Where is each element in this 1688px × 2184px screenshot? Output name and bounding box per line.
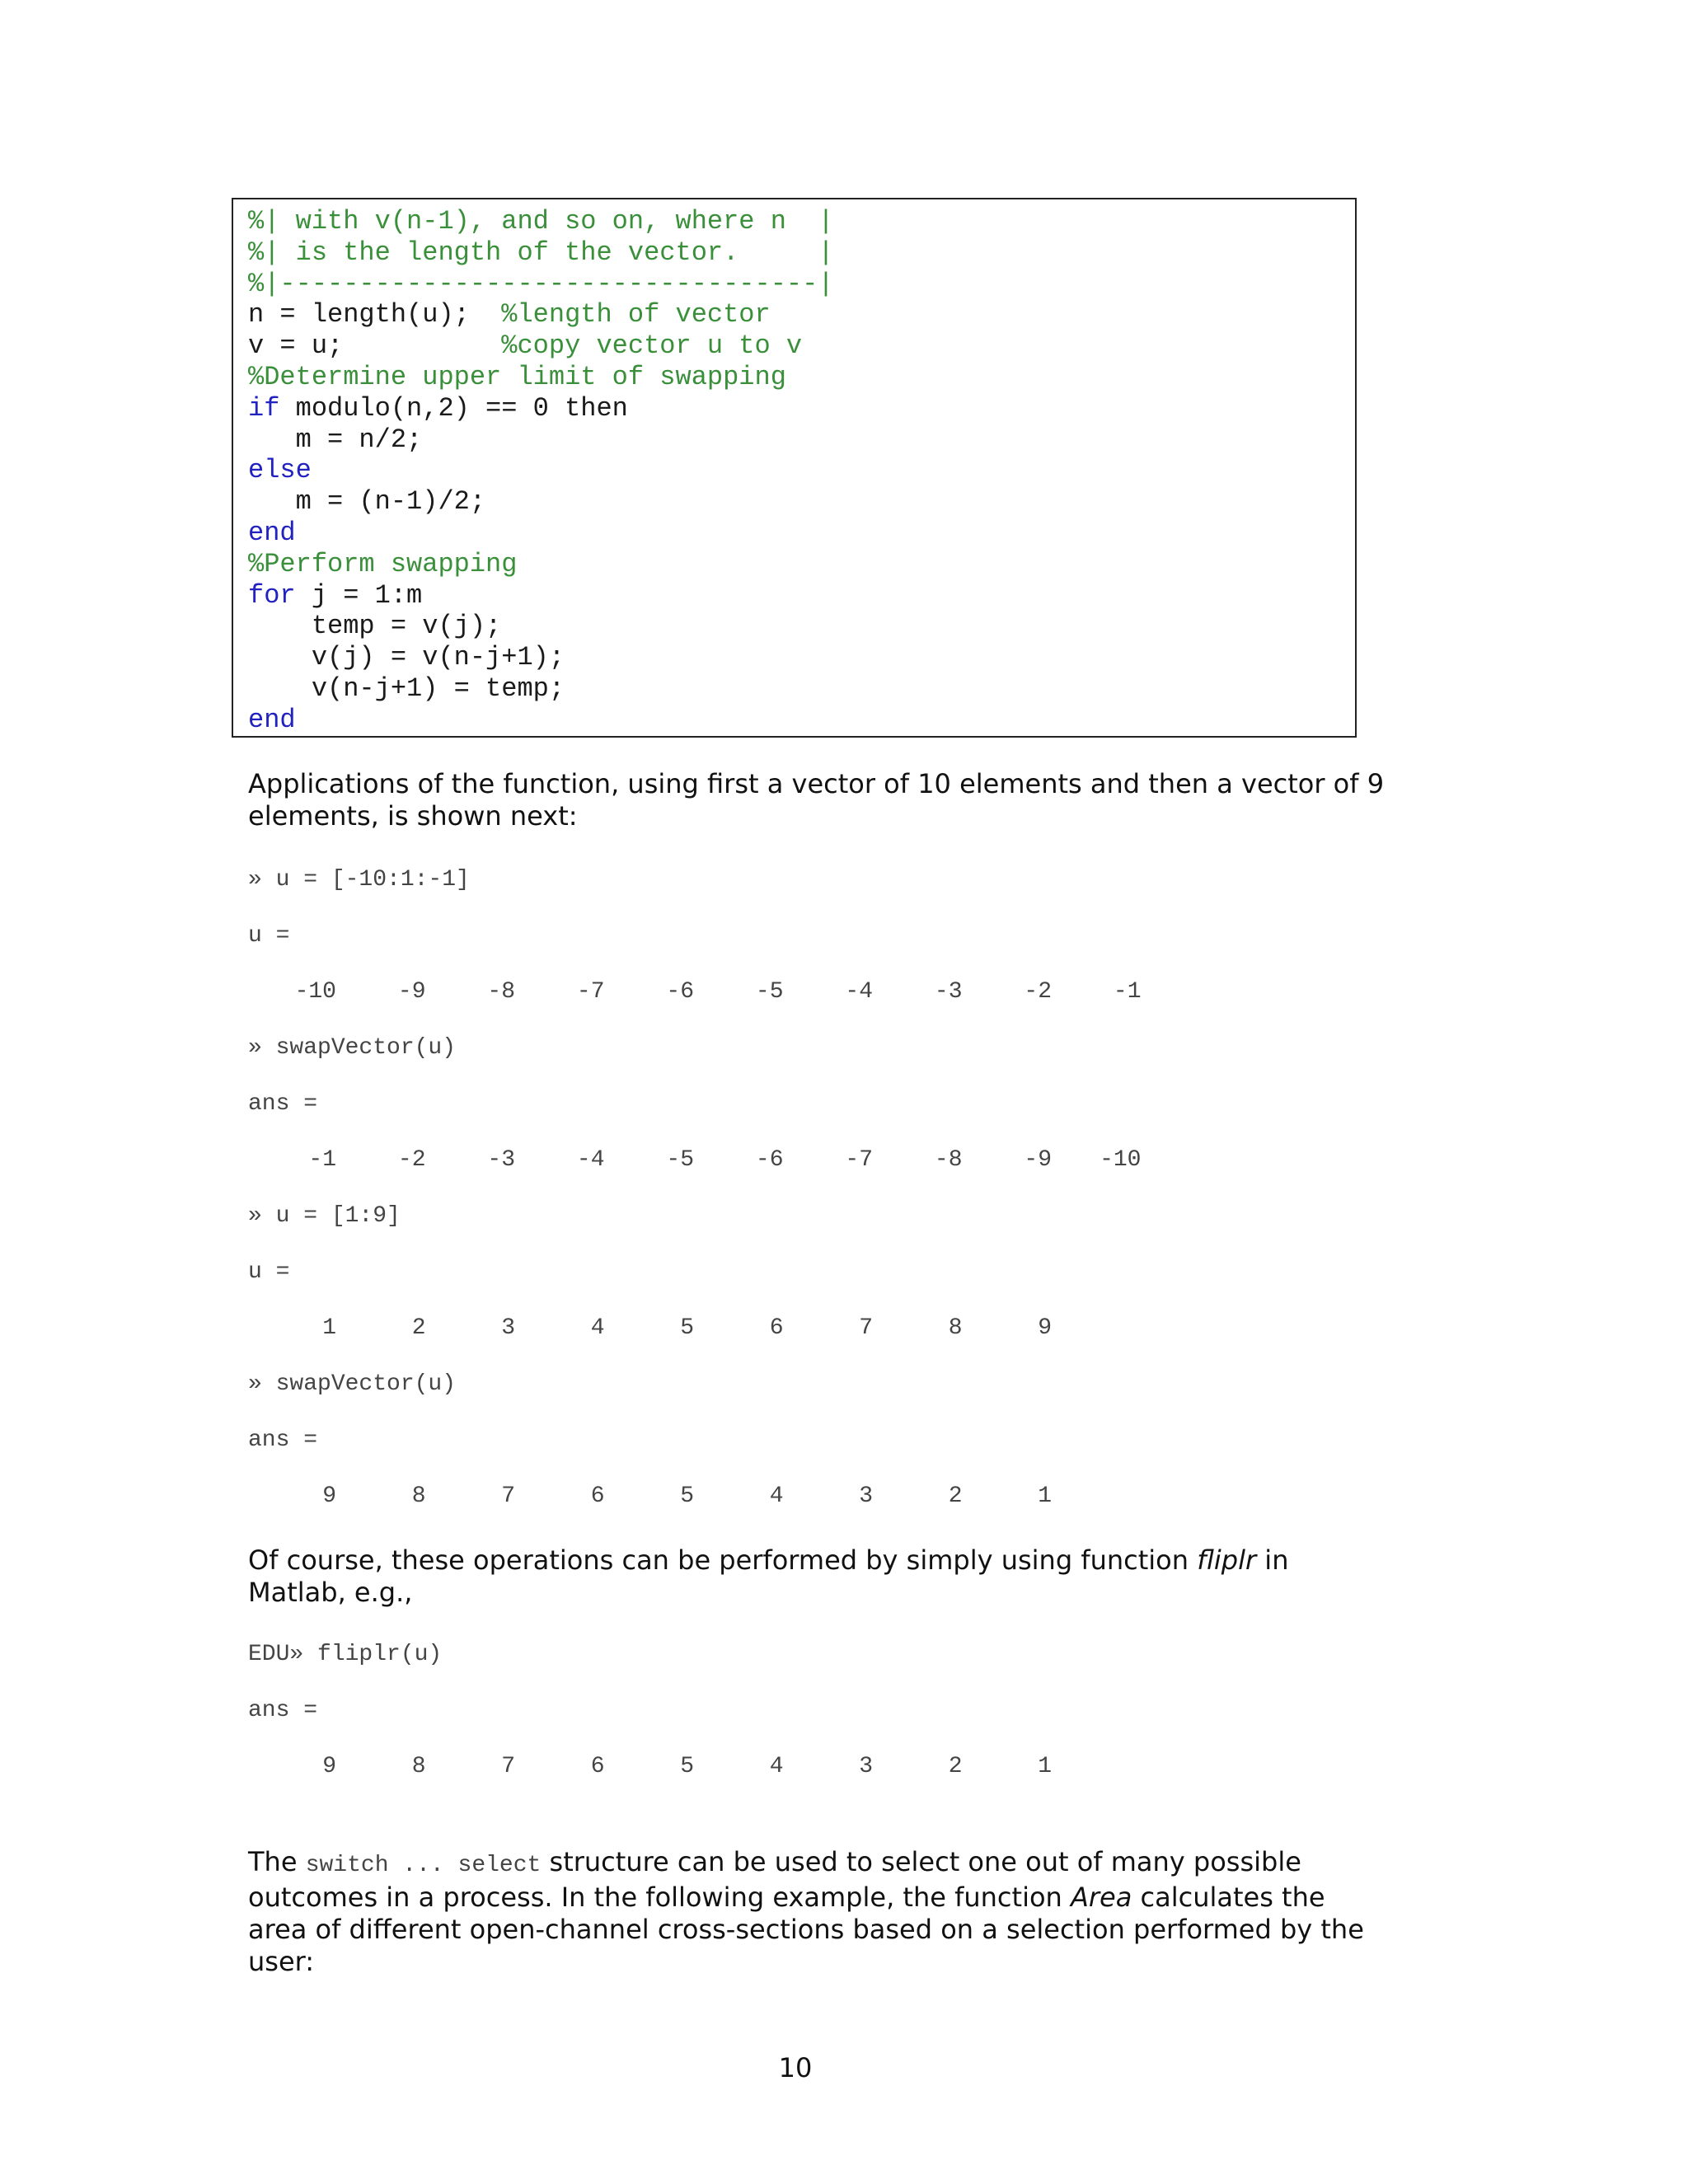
- code-keyword: end: [248, 517, 296, 548]
- vector-element: -6: [666, 979, 694, 1005]
- paragraph-applications: Applications of the function, using first a vector of 10 elements and then a vector of 9 elements, is shown next:: [248, 768, 1385, 832]
- code-comment: %|----------------------------------|: [248, 268, 834, 299]
- code-comment: %Determine upper limit of swapping: [248, 361, 786, 392]
- text: The: [248, 1846, 306, 1877]
- code-comment: %Perform swapping: [248, 548, 518, 579]
- code-line: [248, 486, 1355, 518]
- output-label: ans =: [248, 1091, 318, 1117]
- vector-element: 3: [501, 1315, 515, 1341]
- code-text: modulo(n,2) == 0 then: [279, 392, 628, 424]
- code-line: [248, 362, 1355, 393]
- code-comment: %copy vector u to v: [501, 330, 803, 362]
- vector-element: -10: [1100, 1147, 1142, 1173]
- code-line: [248, 299, 1355, 330]
- vector-element: 4: [590, 1315, 605, 1341]
- code-text: m = (n-1)/2;: [248, 486, 486, 518]
- code-line: [248, 237, 1355, 269]
- vector-element: -4: [845, 979, 873, 1005]
- vector-element: 7: [501, 1483, 515, 1509]
- output-label: u =: [248, 1259, 290, 1285]
- code-text: j = 1:m: [295, 579, 423, 611]
- code-line: [248, 611, 1355, 642]
- vector-element: 6: [590, 1754, 605, 1779]
- code-line: [248, 393, 1355, 424]
- output-label: u =: [248, 923, 290, 949]
- vector-element: 1: [322, 1315, 336, 1341]
- vector-element: 6: [769, 1315, 784, 1341]
- text: structure can be used to select one out of many possible outcomes in a process. In the following example, the function: [248, 1846, 1301, 1913]
- code-listing: [232, 198, 1357, 738]
- output-label: ans =: [248, 1698, 318, 1723]
- code-keyword: for: [248, 579, 296, 611]
- code-line: [248, 206, 1355, 237]
- command-line: » u = [1:9]: [248, 1203, 401, 1229]
- page-number: 10: [778, 2052, 813, 2083]
- vector-element: -2: [397, 1147, 426, 1173]
- code-comment: %| is the length of the vector. |: [248, 237, 834, 268]
- command-line: EDU» fliplr(u): [248, 1642, 443, 1667]
- vector-element: 4: [769, 1483, 784, 1509]
- code-keyword: else: [248, 455, 312, 486]
- code-text: temp = v(j);: [248, 611, 502, 642]
- vector-element: 5: [680, 1754, 694, 1779]
- code-line: [248, 549, 1355, 580]
- code-keyword: end: [248, 704, 296, 735]
- vector-element: -5: [666, 1147, 694, 1173]
- vector-element: -6: [755, 1147, 784, 1173]
- function-name: fliplr: [1197, 1544, 1257, 1576]
- code-text: v(n-j+1) = temp;: [248, 673, 565, 704]
- code-line: [248, 518, 1355, 549]
- code-text: n = length(u);: [248, 299, 502, 330]
- vector-element: 9: [322, 1754, 336, 1779]
- vector-element: 5: [680, 1315, 694, 1341]
- function-name: Area: [1070, 1882, 1132, 1913]
- code-text: v = u;: [248, 330, 502, 362]
- vector-element: 2: [948, 1754, 963, 1779]
- paragraph-switch-select: [248, 1846, 1386, 1978]
- vector-element: 9: [1038, 1315, 1052, 1341]
- vector-element: 1: [1038, 1754, 1052, 1779]
- vector-element: -5: [755, 979, 784, 1005]
- vector-element: -3: [934, 979, 963, 1005]
- vector-output: [0, 979, 1688, 1009]
- command-line: » swapVector(u): [248, 1035, 457, 1061]
- vector-element: -8: [487, 979, 515, 1005]
- vector-element: 7: [859, 1315, 873, 1341]
- vector-element: 3: [859, 1483, 873, 1509]
- text: calculates the area of different open-channel cross-sections based on a selection performed by the user:: [248, 1882, 1364, 1977]
- code-keyword: if: [248, 392, 280, 424]
- output-label: ans =: [248, 1427, 318, 1453]
- vector-element: 5: [680, 1483, 694, 1509]
- text: Of course, these operations can be performed by simply using function: [248, 1544, 1198, 1576]
- command-line: » swapVector(u): [248, 1371, 457, 1397]
- code-line: [248, 330, 1355, 362]
- code-line: [248, 705, 1355, 736]
- code-line: [248, 580, 1355, 612]
- vector-element: 8: [411, 1483, 426, 1509]
- vector-element: -9: [1024, 1147, 1052, 1173]
- vector-element: -3: [487, 1147, 515, 1173]
- vector-element: -7: [576, 979, 605, 1005]
- vector-element: 3: [859, 1754, 873, 1779]
- paragraph-fliplr: [248, 1544, 1386, 1609]
- vector-element: -1: [308, 1147, 336, 1173]
- vector-element: 7: [501, 1754, 515, 1779]
- vector-element: -2: [1024, 979, 1052, 1005]
- vector-element: 9: [322, 1483, 336, 1509]
- vector-output: [0, 1147, 1688, 1177]
- vector-element: 8: [948, 1315, 963, 1341]
- code-comment: %length of vector: [501, 299, 771, 330]
- vector-element: -4: [576, 1147, 605, 1173]
- vector-element: 2: [948, 1483, 963, 1509]
- vector-element: 4: [769, 1754, 784, 1779]
- vector-element: 6: [590, 1483, 605, 1509]
- vector-element: -8: [934, 1147, 963, 1173]
- vector-output: [0, 1315, 1688, 1345]
- vector-output: [0, 1754, 1688, 1783]
- text: in Matlab, e.g.,: [248, 1544, 1289, 1608]
- vector-element: -7: [845, 1147, 873, 1173]
- vector-element: -1: [1113, 979, 1142, 1005]
- vector-element: 1: [1038, 1483, 1052, 1509]
- code-line: [248, 269, 1355, 300]
- vector-element: -9: [397, 979, 426, 1005]
- code-line: [248, 424, 1355, 456]
- inline-code: switch ... select: [305, 1853, 542, 1878]
- code-text: m = n/2;: [248, 424, 423, 455]
- code-line: [248, 642, 1355, 673]
- vector-element: -10: [294, 979, 336, 1005]
- command-line: » u = [-10:1:-1]: [248, 867, 470, 893]
- code-line: [248, 455, 1355, 486]
- code-line: [248, 673, 1355, 705]
- vector-output: [0, 1483, 1688, 1513]
- code-comment: %| with v(n-1), and so on, where n |: [248, 206, 834, 237]
- vector-element: 2: [411, 1315, 426, 1341]
- code-text: v(j) = v(n-j+1);: [248, 642, 565, 673]
- vector-element: 8: [411, 1754, 426, 1779]
